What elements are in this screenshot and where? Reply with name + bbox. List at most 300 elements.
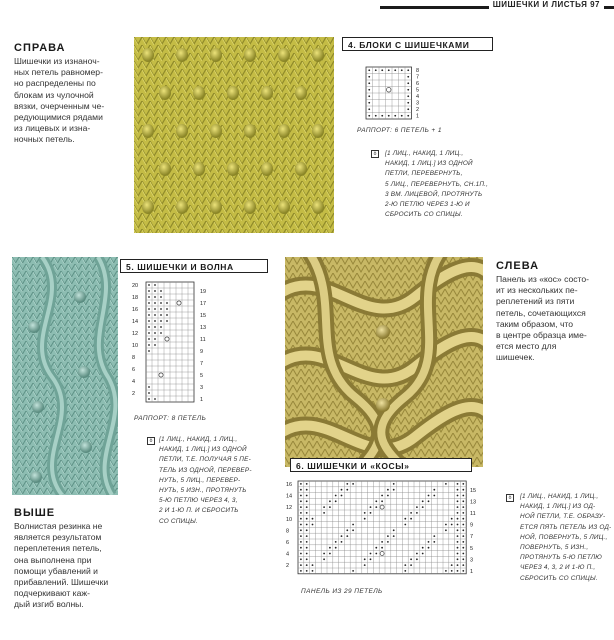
purl-dot bbox=[416, 553, 418, 555]
pattern5-repeat: РАППОРТ: 8 ПЕТЕЛЬ bbox=[134, 415, 207, 422]
purl-dot bbox=[329, 500, 331, 502]
note-line: ЧЕРЕЗ 4, 3, 2 И 1-Ю П., bbox=[520, 564, 596, 572]
note-line: НОЙ, ПОВЕРНУТЬ, 5 ЛИЦ., bbox=[520, 533, 608, 541]
purl-dot bbox=[462, 512, 464, 514]
row-number: 17 bbox=[200, 301, 207, 307]
bobble-symbol-icon: ò bbox=[147, 437, 155, 445]
note-line: 3 ВМ. ЛИЦЕВОЙ, ПРОТЯНУТЬ bbox=[385, 190, 483, 198]
purl-dot bbox=[306, 489, 308, 491]
purl-dot bbox=[407, 82, 409, 84]
row-number: 3 bbox=[470, 557, 474, 564]
row-number: 5 bbox=[200, 373, 204, 379]
caption-line: петель, сочетающихся bbox=[496, 307, 586, 318]
purl-dot bbox=[148, 290, 150, 292]
caption-line: прибавлений. Шишечки bbox=[14, 577, 109, 588]
purl-dot bbox=[166, 302, 168, 304]
purl-dot bbox=[323, 553, 325, 555]
caption-line: переплетения петель, bbox=[14, 543, 102, 554]
purl-dot bbox=[352, 483, 354, 485]
note-line: НАКИД, 1 ЛИЦ.] ИЗ ОД- bbox=[520, 503, 596, 511]
bobble bbox=[278, 200, 290, 214]
purl-dot bbox=[433, 541, 435, 543]
purl-dot bbox=[457, 489, 459, 491]
bobble bbox=[312, 124, 324, 138]
purl-dot bbox=[300, 570, 302, 572]
caption-line: ных петель равномер- bbox=[14, 67, 103, 78]
pattern6-title: 6. ШИШЕЧКИ И «КОСЫ» bbox=[290, 458, 472, 472]
purl-dot bbox=[410, 558, 412, 560]
note-line: СО СПИЦЫ. bbox=[159, 517, 198, 525]
purl-dot bbox=[148, 302, 150, 304]
purl-dot bbox=[370, 506, 372, 508]
note-line: 2 И 1-Ю П. И СБРОСИТЬ bbox=[159, 507, 239, 515]
purl-dot bbox=[401, 115, 403, 117]
bobble bbox=[142, 124, 154, 138]
purl-dot bbox=[370, 558, 372, 560]
purl-dot bbox=[462, 529, 464, 531]
row-number: 10 bbox=[286, 516, 293, 523]
purl-dot bbox=[329, 506, 331, 508]
purl-dot bbox=[312, 570, 314, 572]
purl-dot bbox=[433, 535, 435, 537]
row-number: 15 bbox=[470, 487, 477, 494]
purl-dot bbox=[154, 320, 156, 322]
purl-dot bbox=[335, 547, 337, 549]
purl-dot bbox=[422, 500, 424, 502]
purl-dot bbox=[428, 495, 430, 497]
purl-dot bbox=[393, 483, 395, 485]
purl-dot bbox=[375, 553, 377, 555]
purl-dot bbox=[306, 564, 308, 566]
purl-dot bbox=[300, 495, 302, 497]
purl-dot bbox=[404, 518, 406, 520]
purl-dot bbox=[422, 547, 424, 549]
purl-dot bbox=[364, 558, 366, 560]
purl-dot bbox=[300, 506, 302, 508]
pattern4-note bbox=[385, 149, 488, 220]
purl-dot bbox=[352, 529, 354, 531]
purl-dot bbox=[323, 506, 325, 508]
purl-dot bbox=[394, 69, 396, 71]
note-line: 2-Ю ПЕТЛЮ ЧЕРЕЗ 1-Ю И bbox=[385, 201, 470, 209]
caption-line: но распределены по bbox=[14, 78, 96, 89]
purl-dot bbox=[370, 553, 372, 555]
left-heading: СЛЕВА bbox=[496, 260, 540, 272]
purl-dot bbox=[457, 524, 459, 526]
note-line: [1 ЛИЦ., НАКИД, 1 ЛИЦ., bbox=[385, 150, 464, 157]
row-number: 3 bbox=[416, 100, 420, 107]
caption-line: Панель из «кос» состо- bbox=[496, 274, 590, 284]
row-number: 18 bbox=[132, 295, 139, 301]
caption-line: ночных петель. bbox=[14, 134, 75, 145]
purl-dot bbox=[154, 290, 156, 292]
bobble bbox=[227, 162, 239, 176]
purl-dot bbox=[410, 512, 412, 514]
caption-line: ется место для bbox=[496, 341, 557, 352]
caption-line: реплетений из пяти bbox=[496, 296, 575, 307]
row-number: 13 bbox=[470, 499, 477, 506]
bobble bbox=[312, 48, 324, 62]
purl-dot bbox=[404, 524, 406, 526]
purl-dot bbox=[346, 483, 348, 485]
purl-dot bbox=[300, 518, 302, 520]
purl-dot bbox=[306, 547, 308, 549]
purl-dot bbox=[404, 564, 406, 566]
row-number: 7 bbox=[200, 361, 204, 367]
caption-line: вязки, очерченным че- bbox=[14, 100, 105, 111]
purl-dot bbox=[416, 512, 418, 514]
bobble bbox=[210, 124, 222, 138]
pattern5-note bbox=[159, 435, 252, 527]
row-number: 9 bbox=[470, 522, 474, 529]
purl-dot bbox=[433, 489, 435, 491]
purl-dot bbox=[148, 326, 150, 328]
row-number: 6 bbox=[286, 540, 290, 546]
purl-dot bbox=[457, 570, 459, 572]
purl-dot bbox=[451, 570, 453, 572]
purl-dot bbox=[306, 524, 308, 526]
purl-dot bbox=[160, 296, 162, 298]
note-line: НАКИД, 1 ЛИЦ.] ИЗ ОДНОЙ bbox=[385, 160, 473, 168]
note-line: [1 ЛИЦ., НАКИД, 1 ЛИЦ., bbox=[159, 436, 238, 443]
purl-dot bbox=[300, 541, 302, 543]
purl-dot bbox=[368, 102, 370, 104]
bobble bbox=[295, 86, 307, 100]
purl-dot bbox=[394, 115, 396, 117]
bobble bbox=[176, 200, 188, 214]
purl-dot bbox=[462, 564, 464, 566]
purl-dot bbox=[148, 338, 150, 340]
purl-dot bbox=[451, 524, 453, 526]
purl-dot bbox=[407, 108, 409, 110]
purl-dot bbox=[341, 535, 343, 537]
bobble bbox=[142, 48, 154, 62]
purl-dot bbox=[428, 500, 430, 502]
bobble bbox=[142, 200, 154, 214]
purl-dot bbox=[346, 529, 348, 531]
purl-dot bbox=[388, 69, 390, 71]
purl-dot bbox=[445, 570, 447, 572]
bobble bbox=[210, 200, 222, 214]
purl-dot bbox=[462, 483, 464, 485]
purl-dot bbox=[457, 564, 459, 566]
purl-dot bbox=[335, 541, 337, 543]
bobble-symbol-icon: ò bbox=[371, 150, 379, 158]
purl-dot bbox=[462, 518, 464, 520]
purl-dot bbox=[148, 350, 150, 352]
purl-dot bbox=[352, 524, 354, 526]
swatch-photo-blocks bbox=[134, 37, 334, 233]
row-number: 14 bbox=[286, 493, 293, 500]
purl-dot bbox=[462, 524, 464, 526]
purl-dot bbox=[393, 535, 395, 537]
row-number: 4 bbox=[286, 551, 290, 558]
purl-dot bbox=[306, 570, 308, 572]
purl-dot bbox=[368, 115, 370, 117]
purl-dot bbox=[148, 386, 150, 388]
row-number: 4 bbox=[416, 94, 420, 100]
purl-dot bbox=[407, 95, 409, 97]
purl-dot bbox=[381, 115, 383, 117]
purl-dot bbox=[462, 541, 464, 543]
caption-line: ит из нескольких пе- bbox=[496, 285, 578, 296]
purl-dot bbox=[306, 512, 308, 514]
purl-dot bbox=[160, 332, 162, 334]
purl-dot bbox=[387, 489, 389, 491]
purl-dot bbox=[457, 553, 459, 555]
row-number: 6 bbox=[132, 367, 136, 373]
note-line: НУТЬ, 5 ИЗН., ПРОТЯНУТЬ bbox=[159, 487, 247, 495]
purl-dot bbox=[306, 553, 308, 555]
purl-dot bbox=[341, 541, 343, 543]
purl-dot bbox=[306, 558, 308, 560]
purl-dot bbox=[381, 495, 383, 497]
pattern4-chart bbox=[358, 65, 428, 130]
bobble bbox=[159, 86, 171, 100]
row-number: 7 bbox=[416, 74, 420, 81]
purl-dot bbox=[154, 398, 156, 400]
purl-dot bbox=[416, 558, 418, 560]
purl-dot bbox=[306, 518, 308, 520]
purl-dot bbox=[381, 541, 383, 543]
purl-dot bbox=[312, 564, 314, 566]
row-number: 5 bbox=[416, 87, 420, 94]
bobble bbox=[312, 200, 324, 214]
row-number: 1 bbox=[416, 113, 420, 120]
caption-line: помощи убавлений и bbox=[14, 565, 98, 576]
purl-dot bbox=[368, 89, 370, 91]
purl-dot bbox=[323, 558, 325, 560]
purl-dot bbox=[445, 483, 447, 485]
purl-dot bbox=[375, 506, 377, 508]
caption-line: таким образом, что bbox=[496, 318, 574, 329]
purl-dot bbox=[457, 518, 459, 520]
row-number: 15 bbox=[200, 313, 207, 319]
purl-dot bbox=[387, 495, 389, 497]
purl-dot bbox=[154, 284, 156, 286]
purl-dot bbox=[154, 338, 156, 340]
purl-dot bbox=[160, 302, 162, 304]
purl-dot bbox=[300, 500, 302, 502]
bobble bbox=[193, 162, 205, 176]
caption-line: дый изгиб волны. bbox=[14, 599, 84, 610]
above-caption bbox=[14, 521, 108, 611]
bobble-symbol-icon: ò bbox=[506, 494, 514, 502]
purl-dot bbox=[451, 564, 453, 566]
purl-dot bbox=[148, 308, 150, 310]
purl-dot bbox=[329, 547, 331, 549]
purl-dot bbox=[341, 495, 343, 497]
purl-dot bbox=[370, 512, 372, 514]
note-line: НАКИД, 1 ЛИЦ.] ИЗ ОДНОЙ bbox=[159, 446, 247, 454]
row-number: 20 bbox=[132, 283, 139, 289]
row-number: 11 bbox=[470, 511, 476, 517]
purl-dot bbox=[416, 506, 418, 508]
row-number: 8 bbox=[286, 528, 290, 535]
purl-dot bbox=[462, 570, 464, 572]
purl-dot bbox=[160, 320, 162, 322]
purl-dot bbox=[312, 524, 314, 526]
row-number: 5 bbox=[470, 545, 474, 552]
purl-dot bbox=[433, 495, 435, 497]
purl-dot bbox=[368, 76, 370, 78]
purl-dot bbox=[462, 535, 464, 537]
note-line: НУТЬ, 5 ЛИЦ., ПЕРЕВЕР- bbox=[159, 476, 241, 484]
purl-dot bbox=[368, 108, 370, 110]
note-line: ПЕТЛИ, Т.Е. ПОЛУЧАЯ 5 ПЕ- bbox=[159, 456, 251, 464]
swatch-photo-wave bbox=[12, 257, 118, 495]
purl-dot bbox=[300, 535, 302, 537]
purl-dot bbox=[300, 489, 302, 491]
purl-dot bbox=[462, 489, 464, 491]
purl-dot bbox=[407, 89, 409, 91]
purl-dot bbox=[462, 558, 464, 560]
note-line: ТЕЛЬ ИЗ ОДНОЙ, ПЕРЕВЕР- bbox=[159, 466, 252, 474]
purl-dot bbox=[407, 69, 409, 71]
purl-dot bbox=[300, 547, 302, 549]
row-number: 1 bbox=[470, 569, 474, 575]
bobble bbox=[261, 86, 273, 100]
purl-dot bbox=[166, 320, 168, 322]
purl-dot bbox=[368, 82, 370, 84]
purl-dot bbox=[306, 529, 308, 531]
caption-line: она выполнена при bbox=[14, 554, 92, 565]
purl-dot bbox=[410, 564, 412, 566]
right-heading: СПРАВА bbox=[14, 42, 66, 54]
bobble bbox=[244, 48, 256, 62]
purl-dot bbox=[306, 506, 308, 508]
purl-dot bbox=[457, 558, 459, 560]
row-number: 7 bbox=[470, 534, 474, 541]
purl-dot bbox=[364, 564, 366, 566]
purl-dot bbox=[375, 69, 377, 71]
purl-dot bbox=[407, 115, 409, 117]
purl-dot bbox=[160, 326, 162, 328]
purl-dot bbox=[457, 529, 459, 531]
row-number: 16 bbox=[132, 307, 139, 313]
purl-dot bbox=[393, 489, 395, 491]
row-number: 2 bbox=[132, 391, 136, 397]
caption-line: редующимися рядами bbox=[14, 112, 103, 123]
purl-dot bbox=[364, 518, 366, 520]
bobble bbox=[159, 162, 171, 176]
caption-line: подчеркивают каж- bbox=[14, 588, 91, 599]
purl-dot bbox=[160, 314, 162, 316]
above-heading: ВЫШЕ bbox=[14, 507, 56, 519]
bobble bbox=[176, 48, 188, 62]
purl-dot bbox=[300, 564, 302, 566]
row-number: 4 bbox=[132, 379, 136, 385]
caption-line: Шишечки из изнаноч- bbox=[14, 56, 100, 66]
bobble bbox=[295, 162, 307, 176]
purl-dot bbox=[312, 518, 314, 520]
purl-dot bbox=[346, 535, 348, 537]
purl-dot bbox=[341, 489, 343, 491]
bobble bbox=[210, 48, 222, 62]
purl-dot bbox=[300, 512, 302, 514]
purl-dot bbox=[445, 524, 447, 526]
purl-dot bbox=[457, 500, 459, 502]
purl-dot bbox=[404, 570, 406, 572]
note-line: 5 ЛИЦ., ПЕРЕВЕРНУТЬ, СН.1П., bbox=[385, 180, 489, 188]
purl-dot bbox=[148, 296, 150, 298]
row-number: 12 bbox=[286, 505, 293, 512]
purl-dot bbox=[387, 541, 389, 543]
caption-line: блокам из чулочной bbox=[14, 89, 94, 100]
right-caption bbox=[14, 56, 104, 146]
bobble bbox=[176, 124, 188, 138]
note-line: 5-Ю ПЕТЛЮ ЧЕРЕЗ 4, 3, bbox=[159, 497, 238, 505]
purl-dot bbox=[445, 529, 447, 531]
caption-line: в центре образца име- bbox=[496, 330, 587, 341]
row-number: 3 bbox=[200, 385, 204, 391]
purl-dot bbox=[381, 500, 383, 502]
purl-dot bbox=[160, 308, 162, 310]
row-number: 12 bbox=[132, 331, 139, 337]
purl-dot bbox=[306, 500, 308, 502]
purl-dot bbox=[154, 308, 156, 310]
purl-dot bbox=[388, 115, 390, 117]
bobble bbox=[244, 124, 256, 138]
pattern5-title: 5. ШИШЕЧКИ И ВОЛНА bbox=[120, 259, 268, 273]
purl-dot bbox=[154, 302, 156, 304]
purl-dot bbox=[306, 495, 308, 497]
row-number: 1 bbox=[200, 397, 204, 403]
purl-dot bbox=[335, 495, 337, 497]
purl-dot bbox=[462, 495, 464, 497]
row-number: 9 bbox=[200, 349, 204, 355]
row-number: 11 bbox=[200, 337, 206, 343]
note-line: [1 ЛИЦ., НАКИД, 1 ЛИЦ., bbox=[520, 493, 599, 500]
row-number: 8 bbox=[132, 355, 136, 361]
caption-line: шишечек. bbox=[496, 352, 535, 363]
purl-dot bbox=[148, 284, 150, 286]
purl-dot bbox=[457, 535, 459, 537]
pattern6-repeat: ПАНЕЛЬ ИЗ 29 ПЕТЕЛЬ bbox=[301, 588, 383, 595]
purl-dot bbox=[148, 398, 150, 400]
purl-dot bbox=[148, 332, 150, 334]
purl-dot bbox=[352, 570, 354, 572]
purl-dot bbox=[457, 495, 459, 497]
bobble bbox=[227, 86, 239, 100]
purl-dot bbox=[300, 529, 302, 531]
purl-dot bbox=[462, 547, 464, 549]
purl-dot bbox=[160, 290, 162, 292]
caption-line: Волнистая резинка не bbox=[14, 521, 103, 531]
pattern6-chart bbox=[286, 479, 494, 584]
bobble bbox=[278, 48, 290, 62]
purl-dot bbox=[329, 553, 331, 555]
running-title: ШИШЕЧКИ И ЛИСТЬЯ 97 bbox=[489, 0, 604, 9]
purl-dot bbox=[401, 69, 403, 71]
purl-dot bbox=[323, 512, 325, 514]
pattern4-title: 4. БЛОКИ С ШИШЕЧКАМИ bbox=[342, 37, 493, 51]
note-line: ПОВЕРНУТЬ, 5 ИЗН., bbox=[520, 544, 589, 552]
note-line: ПРОТЯНУТЬ 5-Ю ПЕТЛЮ bbox=[520, 554, 603, 562]
purl-dot bbox=[375, 500, 377, 502]
purl-dot bbox=[428, 541, 430, 543]
purl-dot bbox=[462, 506, 464, 508]
purl-dot bbox=[410, 518, 412, 520]
bobble bbox=[244, 200, 256, 214]
row-number: 10 bbox=[132, 343, 139, 349]
purl-dot bbox=[457, 512, 459, 514]
row-number: 19 bbox=[200, 289, 207, 295]
purl-dot bbox=[346, 489, 348, 491]
purl-dot bbox=[166, 308, 168, 310]
purl-dot bbox=[306, 483, 308, 485]
purl-dot bbox=[154, 344, 156, 346]
